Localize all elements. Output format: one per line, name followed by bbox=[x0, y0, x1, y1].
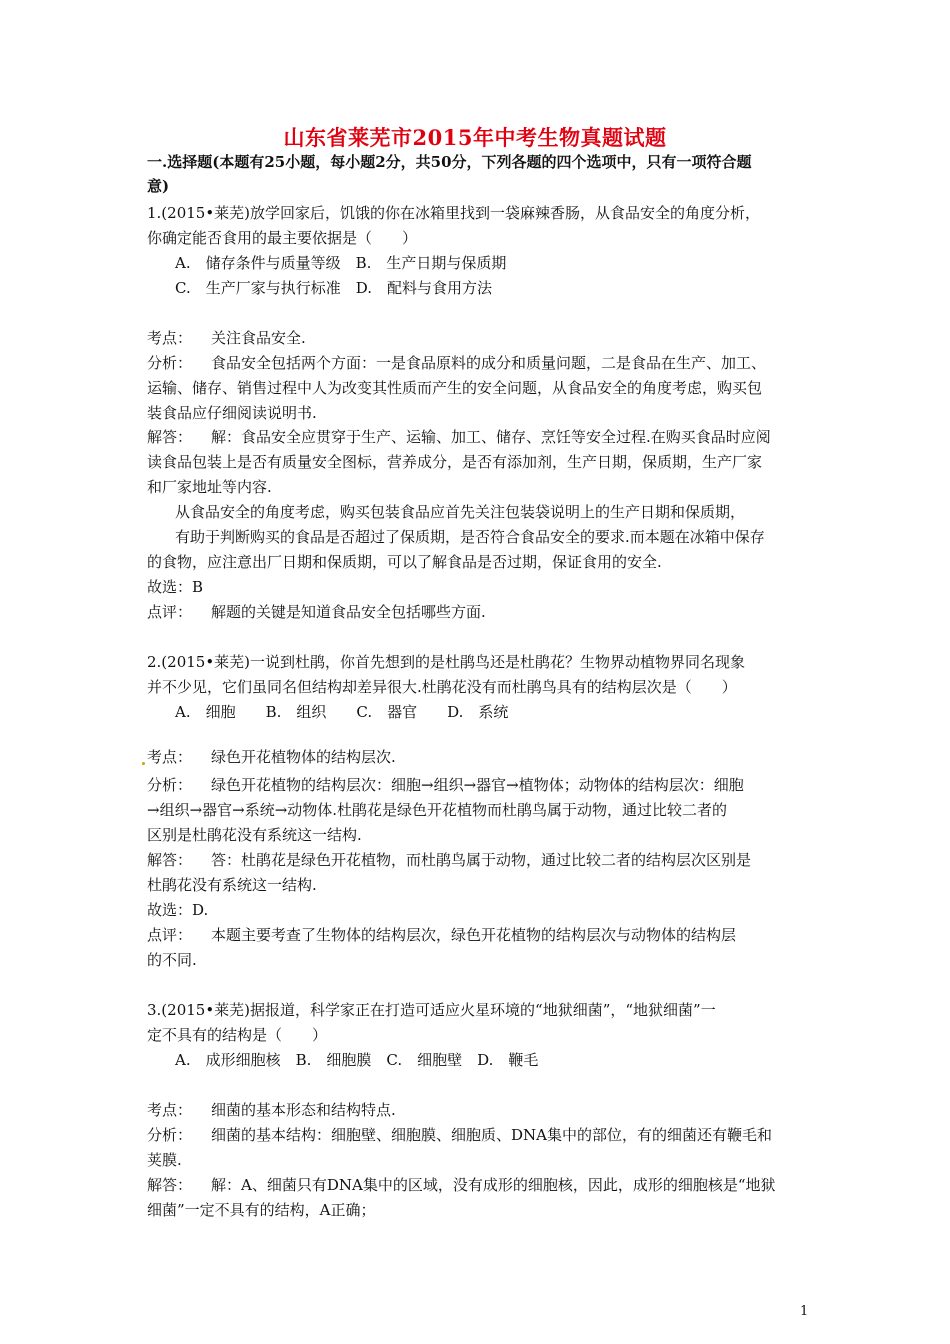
q3-options: A. 成形细胞核 B. 细胞膜 C. 细胞壁 D. 鞭毛 bbox=[175, 1051, 539, 1069]
kaodian-text: 绿色开花植物体的结构层次. bbox=[211, 748, 396, 766]
q1-fenxi bbox=[147, 351, 766, 375]
q1-jieda-cont: 有助于判断购买的食品是否超过了保质期，是否符合食品安全的要求.而本题在冰箱中保存 bbox=[175, 528, 765, 546]
q2-fenxi-cont: 区别是杜鹃花没有系统这一结构. bbox=[147, 826, 362, 844]
dianping-text: 本题主要考查了生物体的结构层次，绿色开花植物的结构层次与动物体的结构层 bbox=[211, 926, 737, 944]
q1-options: C. 生产厂家与执行标准 D. 配料与食用方法 bbox=[175, 279, 492, 297]
q2-stem-cont: 并不少见，它们虽同名但结构却差异很大.杜鹃花没有而杜鹃鸟具有的结构层次是（ ） bbox=[147, 678, 737, 696]
q2-fenxi bbox=[147, 773, 744, 797]
page-title: 山东省莱芜市2015年中考生物真题试题 bbox=[283, 125, 667, 150]
fenxi-label: 分析： bbox=[147, 354, 193, 372]
q2-kaodian bbox=[147, 745, 396, 769]
q3-fenxi-cont: 荚膜. bbox=[147, 1151, 182, 1169]
stray-dot bbox=[142, 762, 145, 765]
q1-answer: 故选：B bbox=[147, 578, 204, 596]
q3-stem: 3.(2015•莱芜)据报道，科学家正在打造可适应火星环境的“地狱细菌”，“地狱细菌”一 bbox=[147, 1001, 716, 1019]
q2-dianping-cont: 的不同. bbox=[147, 951, 197, 969]
q3-stem-cont: 定不具有的结构是（ ） bbox=[147, 1026, 328, 1044]
q3-kaodian bbox=[147, 1098, 396, 1122]
q2-jieda-cont: 杜鹃花没有系统这一结构. bbox=[147, 876, 317, 894]
kaodian-text: 关注食品安全. bbox=[211, 329, 306, 347]
q3-jieda-cont: 细菌”一定不具有的结构，A正确； bbox=[147, 1201, 376, 1219]
q2-fenxi-cont: →组织→器官→系统→动物体.杜鹃花是绿色开花植物而杜鹃鸟属于动物，通过比较二者的 bbox=[147, 801, 728, 819]
kaodian-label: 考点： bbox=[147, 1101, 193, 1119]
q1-jieda-cont: 读食品包装上是否有质量安全图标，营养成分，是否有添加剂，生产日期，保质期，生产厂家 bbox=[147, 453, 763, 471]
jieda-text: 解：A、细菌只有DNA集中的区域，没有成形的细胞核，因此，成形的细胞核是“地狱 bbox=[211, 1176, 776, 1194]
dianping-label: 点评： bbox=[147, 603, 193, 621]
fenxi-label: 分析： bbox=[147, 1126, 193, 1144]
q1-fenxi-cont: 装食品应仔细阅读说明书. bbox=[147, 404, 317, 422]
kaodian-label: 考点： bbox=[147, 748, 193, 766]
q1-dianping bbox=[147, 600, 486, 624]
fenxi-label: 分析： bbox=[147, 776, 193, 794]
fenxi-text: 绿色开花植物的结构层次：细胞→组织→器官→植物体；动物体的结构层次：细胞 bbox=[211, 776, 744, 794]
fenxi-text: 食品安全包括两个方面：一是食品原料的成分和质量问题，二是食品在生产、加工、 bbox=[211, 354, 767, 372]
q1-kaodian bbox=[147, 326, 306, 350]
q3-fenxi bbox=[147, 1123, 772, 1147]
kaodian-text: 细菌的基本形态和结构特点. bbox=[211, 1101, 396, 1119]
fenxi-text: 细菌的基本结构：细胞壁、细胞膜、细胞质、DNA集中的部位，有的细菌还有鞭毛和 bbox=[211, 1126, 772, 1144]
q1-stem: 1.(2015•莱芜)放学回家后，饥饿的你在冰箱里找到一袋麻辣香肠，从食品安全的角度分析， bbox=[147, 204, 761, 222]
q1-jieda bbox=[147, 425, 771, 449]
q1-jieda-cont: 的食物，应注意出厂日期和保质期，可以了解食品是否过期，保证食用的安全. bbox=[147, 553, 662, 571]
q1-stem-cont: 你确定能否食用的最主要依据是（ ） bbox=[147, 229, 418, 247]
dianping-text: 解题的关键是知道食品安全包括哪些方面. bbox=[211, 603, 486, 621]
q3-jieda bbox=[147, 1173, 776, 1197]
page-number: 1 bbox=[800, 1304, 809, 1319]
jieda-label: 解答： bbox=[147, 428, 193, 446]
jieda-label: 解答： bbox=[147, 851, 193, 869]
q1-options: A. 储存条件与质量等级 B. 生产日期与保质期 bbox=[175, 254, 507, 272]
q1-jieda-cont: 和厂家地址等内容. bbox=[147, 478, 272, 496]
q1-jieda-para: 从食品安全的角度考虑，购买包装食品应首先关注包装袋说明上的生产日期和保质期， bbox=[175, 503, 746, 521]
q2-options: A. 细胞 B. 组织 C. 器官 D. 系统 bbox=[175, 703, 509, 721]
section-heading: 一.选择题(本题有25小题，每小题2分，共50分，下列各题的四个选项中，只有一项符合题 bbox=[147, 153, 752, 171]
jieda-text: 答：杜鹃花是绿色开花植物，而杜鹃鸟属于动物，通过比较二者的结构层次区别是 bbox=[211, 851, 752, 869]
q2-answer: 故选：D. bbox=[147, 901, 209, 919]
q2-dianping bbox=[147, 923, 736, 947]
kaodian-label: 考点： bbox=[147, 329, 193, 347]
jieda-label: 解答： bbox=[147, 1176, 193, 1194]
q1-fenxi-cont: 运输、储存、销售过程中人为改变其性质而产生的安全问题，从食品安全的角度考虑，购买包 bbox=[147, 379, 763, 397]
q2-jieda bbox=[147, 848, 751, 872]
section-heading-cont: 意) bbox=[147, 177, 170, 195]
dianping-label: 点评： bbox=[147, 926, 193, 944]
jieda-text: 解：食品安全应贯穿于生产、运输、加工、储存、烹饪等安全过程.在购买食品时应阅 bbox=[211, 428, 771, 446]
q2-stem: 2.(2015•莱芜)一说到杜鹃，你首先想到的是杜鹃鸟还是杜鹃花？生物界动植物界同名现象 bbox=[147, 653, 746, 671]
